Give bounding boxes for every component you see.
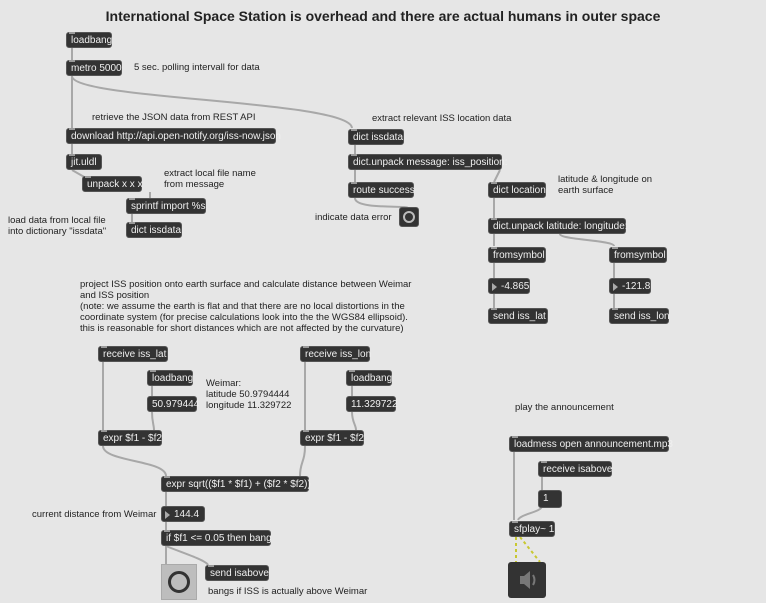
sfplay-object[interactable]: sfplay~ 1 bbox=[509, 521, 555, 537]
weimar-lat-value: 50.979444 bbox=[152, 399, 200, 410]
weimar-lon-message[interactable] bbox=[346, 396, 396, 412]
indicate-error-comment: indicate data error bbox=[315, 212, 392, 223]
retrieve-comment: retrieve the JSON data from REST API bbox=[92, 112, 256, 123]
fromsymbol-lon-object[interactable]: fromsymbol bbox=[609, 247, 667, 263]
extract-local-comment: extract local file name from message bbox=[164, 168, 256, 190]
distance-value: 144.4 bbox=[174, 509, 200, 520]
receive-iss-lon-object[interactable]: receive iss_lon bbox=[300, 346, 370, 362]
loadbang-lon-object[interactable]: loadbang bbox=[346, 370, 392, 386]
if-object[interactable]: if $f1 <= 0.05 then bang bbox=[161, 530, 271, 546]
receive-isabove-object[interactable]: receive isabove bbox=[538, 461, 612, 477]
dict-issdata-load-object[interactable]: dict issdata bbox=[126, 222, 182, 238]
bangs-if-comment: bangs if ISS is actually above Weimar bbox=[208, 586, 368, 597]
dict-unpack-latlon-object[interactable]: dict.unpack latitude: longitude: bbox=[488, 218, 626, 234]
unpack-object[interactable]: unpack x x x bbox=[82, 176, 142, 192]
metro-object[interactable]: metro 5000 bbox=[66, 60, 122, 76]
loadmess-object[interactable]: loadmess open announcement.mp3 bbox=[509, 436, 669, 452]
play-comment: play the announcement bbox=[515, 402, 614, 413]
bang-circle-icon bbox=[403, 211, 415, 223]
loadbang-object[interactable]: loadbang bbox=[66, 32, 112, 48]
page-title: International Space Station is overhead and there are actual humans in outer space bbox=[105, 8, 661, 24]
dac-speaker-button[interactable] bbox=[508, 562, 546, 598]
error-bang-button[interactable] bbox=[399, 207, 419, 227]
load-data-comment: load data from local file into dictionary "issdata" bbox=[8, 215, 107, 237]
number-triangle-icon bbox=[165, 511, 170, 519]
send-iss-lon-object[interactable]: send iss_lon bbox=[609, 308, 669, 324]
sprintf-object[interactable]: sprintf import %s bbox=[126, 198, 206, 214]
project-comment: project ISS position onto earth surface and calculate distance between Weimar and ISS position (note: we assume the earth is flat and that there are no local distortions in the coordinate system (for precise calculations look into the the WGS84 ellipsoid). this is reasonable for short distances which are not affected by the curvature) bbox=[80, 279, 412, 334]
expr-sqrt-object[interactable]: expr sqrt(($f1 * $f1) + ($f2 * $f2)) bbox=[161, 476, 309, 492]
isabove-bang-button[interactable] bbox=[161, 564, 197, 600]
jit-uldl-object[interactable]: jit.uldl bbox=[66, 154, 102, 170]
send-iss-lat-object[interactable]: send iss_lat bbox=[488, 308, 548, 324]
extract-iss-comment: extract relevant ISS location data bbox=[372, 113, 512, 124]
polling-comment: 5 sec. polling intervall for data bbox=[134, 62, 260, 73]
weimar-lon-value: 11.329722 bbox=[351, 399, 398, 410]
latitude-value: -4.865 bbox=[501, 281, 530, 292]
weimar-comment: Weimar: latitude 50.9794444 longitude 11.329722 bbox=[206, 378, 292, 411]
receive-iss-lat-object[interactable]: receive iss_lat bbox=[98, 346, 168, 362]
longitude-value: -121.8 bbox=[622, 281, 651, 292]
expr-lat-object[interactable]: expr $f1 - $f2 bbox=[98, 430, 162, 446]
number-triangle-icon bbox=[613, 283, 618, 291]
dict-issdata-object[interactable]: dict issdata bbox=[348, 129, 404, 145]
dict-unpack-position-object[interactable]: dict.unpack message: iss_position: bbox=[348, 154, 502, 170]
loadbang-lat-object[interactable]: loadbang bbox=[147, 370, 193, 386]
latitude-number-box[interactable] bbox=[488, 278, 530, 294]
expr-lon-object[interactable]: expr $f1 - $f2 bbox=[300, 430, 364, 446]
longitude-number-box[interactable] bbox=[609, 278, 651, 294]
fromsymbol-lat-object[interactable]: fromsymbol bbox=[488, 247, 546, 263]
bang-circle-icon bbox=[168, 571, 190, 593]
download-object[interactable]: download http://api.open-notify.org/iss-now.json bbox=[66, 128, 276, 144]
weimar-lat-message[interactable] bbox=[147, 396, 200, 412]
send-isabove-object[interactable]: send isabove bbox=[205, 565, 269, 581]
speaker-icon bbox=[508, 562, 546, 598]
one-message[interactable] bbox=[538, 490, 562, 508]
distance-number-box[interactable] bbox=[161, 506, 205, 522]
number-triangle-icon bbox=[492, 283, 497, 291]
one-value: 1 bbox=[543, 493, 549, 504]
latlon-surface-comment: latitude & longitude on earth surface bbox=[558, 174, 653, 196]
route-success-object[interactable]: route success bbox=[348, 182, 414, 198]
current-distance-comment: current distance from Weimar bbox=[32, 509, 157, 520]
dict-location-object[interactable]: dict location bbox=[488, 182, 546, 198]
